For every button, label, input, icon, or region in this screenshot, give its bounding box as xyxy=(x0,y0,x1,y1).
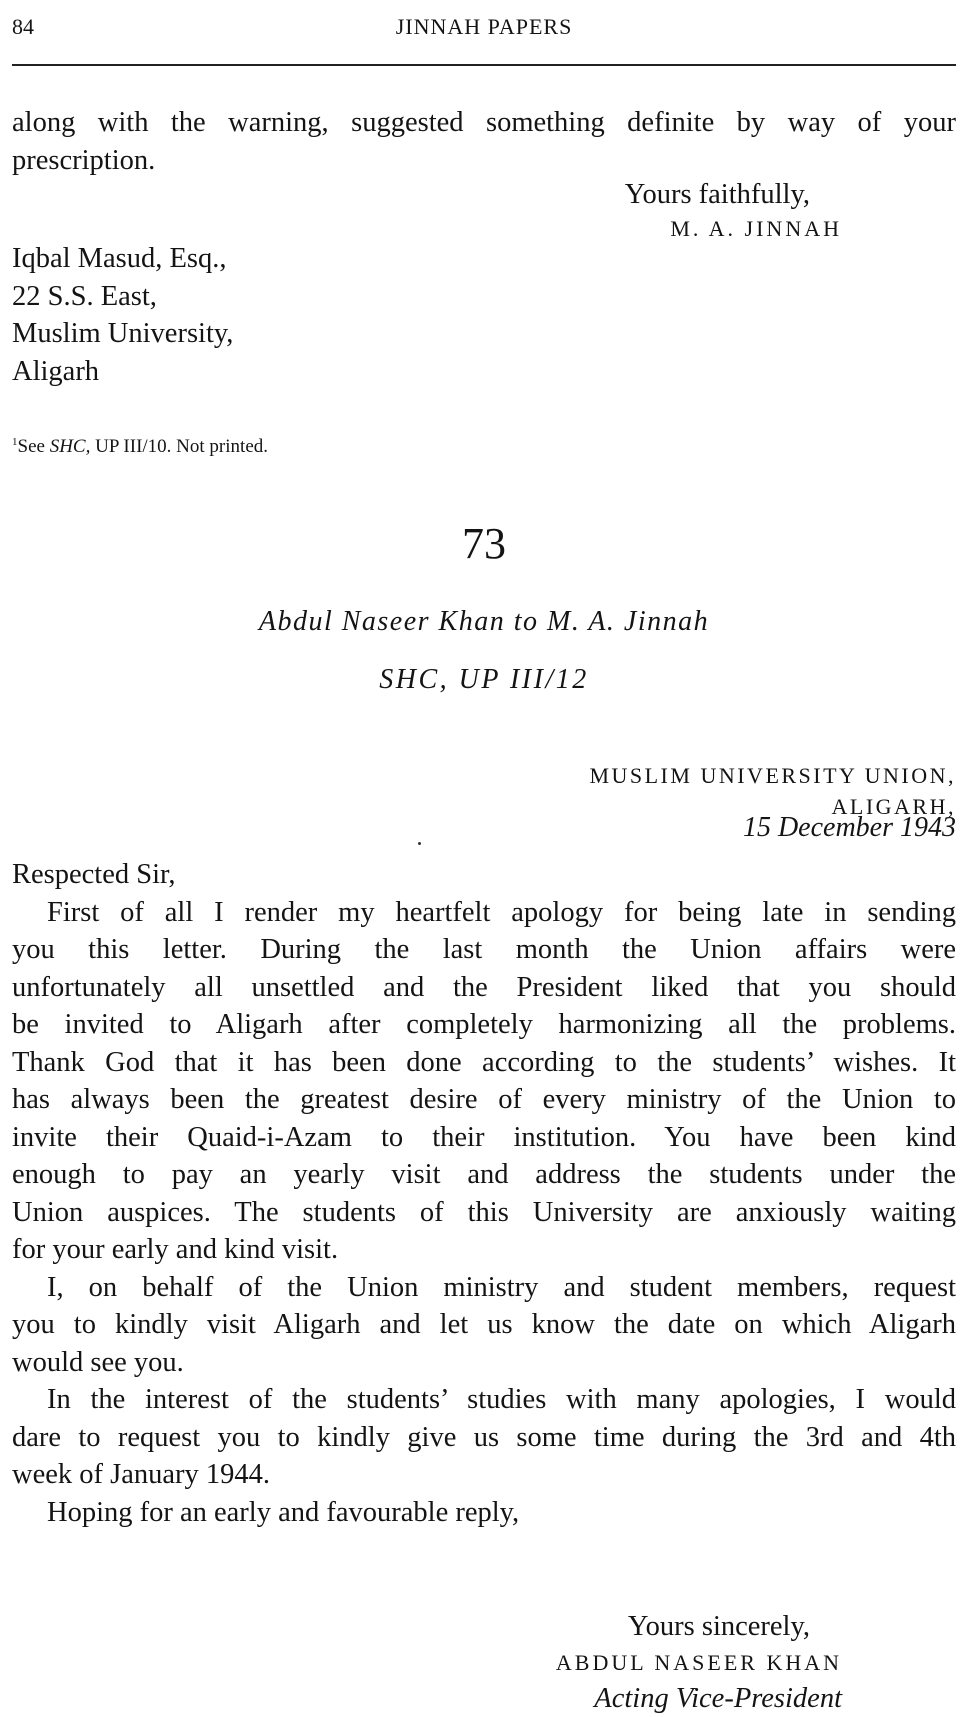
text-line: unfortunately all unsettled and the President liked that you should xyxy=(12,969,956,1007)
document-title: Abdul Naseer Khan to M. A. Jinnah xyxy=(0,606,968,638)
addressee-block xyxy=(12,240,956,390)
addressee-line: 22 S.S. East, xyxy=(12,278,956,316)
print-speck xyxy=(418,842,421,845)
text-line: enough to pay an yearly visit and address the students under the xyxy=(12,1156,956,1194)
text-line: you this letter. During the last month the Union affairs were xyxy=(12,931,956,969)
footnote xyxy=(12,436,268,458)
text-line: week of January 1944. xyxy=(12,1456,956,1494)
text-line: prescription. xyxy=(12,142,956,180)
text-line: you to kindly visit Aligarh and let us know the date on which Aligarh xyxy=(12,1306,956,1344)
previous-letter-ending xyxy=(12,104,956,179)
salutation: Respected Sir, xyxy=(12,856,956,894)
text-line: Union auspices. The students of this University are anxiously waiting xyxy=(12,1194,956,1232)
text-line: I, on behalf of the Union ministry and student members, request xyxy=(12,1269,956,1307)
document-source: SHC, UP III/12 xyxy=(0,664,968,696)
text-line: In the interest of the students’ studies with many apologies, I would xyxy=(12,1381,956,1419)
header-rule xyxy=(12,64,956,66)
footnote-text: UP III/10. Not printed. xyxy=(95,436,268,457)
addressee-line: Muslim University, xyxy=(12,315,956,353)
footnote-marker: 1 xyxy=(12,436,18,448)
text-line: has always been the greatest desire of every ministry of the Union to xyxy=(12,1081,956,1119)
previous-letter-signoff xyxy=(12,176,956,244)
sender-address-line: MUSLIM UNIVERSITY UNION, xyxy=(589,763,956,789)
footnote-ref: SHC, xyxy=(50,436,91,457)
text-line: Thank God that it has been done according to the students’ wishes. It xyxy=(12,1044,956,1082)
sender-address-line: ALIGARH, xyxy=(832,794,957,820)
valediction: Yours sincerely, xyxy=(12,1608,956,1646)
text-line: along with the warning, suggested something definite by way of your xyxy=(12,104,956,142)
signatory-designation: Acting Vice-President xyxy=(12,1680,956,1717)
text-line: would see you. xyxy=(12,1344,956,1382)
addressee-line: Aligarh xyxy=(12,353,956,391)
signature: ABDUL NASEER KHAN xyxy=(12,1646,956,1680)
letter-date: 15 December 1943 xyxy=(743,812,956,844)
running-title: JINNAH PAPERS xyxy=(12,14,956,40)
text-line: dare to request you to kindly give us some time during the 3rd and 4th xyxy=(12,1419,956,1457)
text-line: First of all I render my heartfelt apology for being late in sending xyxy=(12,894,956,932)
closing-line: Hoping for an early and favourable reply, xyxy=(12,1494,956,1532)
footnote-see: See xyxy=(18,436,45,457)
letter-body xyxy=(12,856,956,1531)
signature: M. A. JINNAH xyxy=(12,214,956,244)
valediction: Yours faithfully, xyxy=(12,176,956,214)
running-header xyxy=(12,10,956,50)
page-number: 84 xyxy=(12,14,34,40)
addressee-line: Iqbal Masud, Esq., xyxy=(12,240,956,278)
signoff-block xyxy=(12,1608,956,1717)
document-number: 73 xyxy=(0,518,968,569)
text-line: for your early and kind visit. xyxy=(12,1231,956,1269)
text-line: be invited to Aligarh after completely harmonizing all the problems. xyxy=(12,1006,956,1044)
text-line: invite their Quaid-i-Azam to their institution. You have been kind xyxy=(12,1119,956,1157)
